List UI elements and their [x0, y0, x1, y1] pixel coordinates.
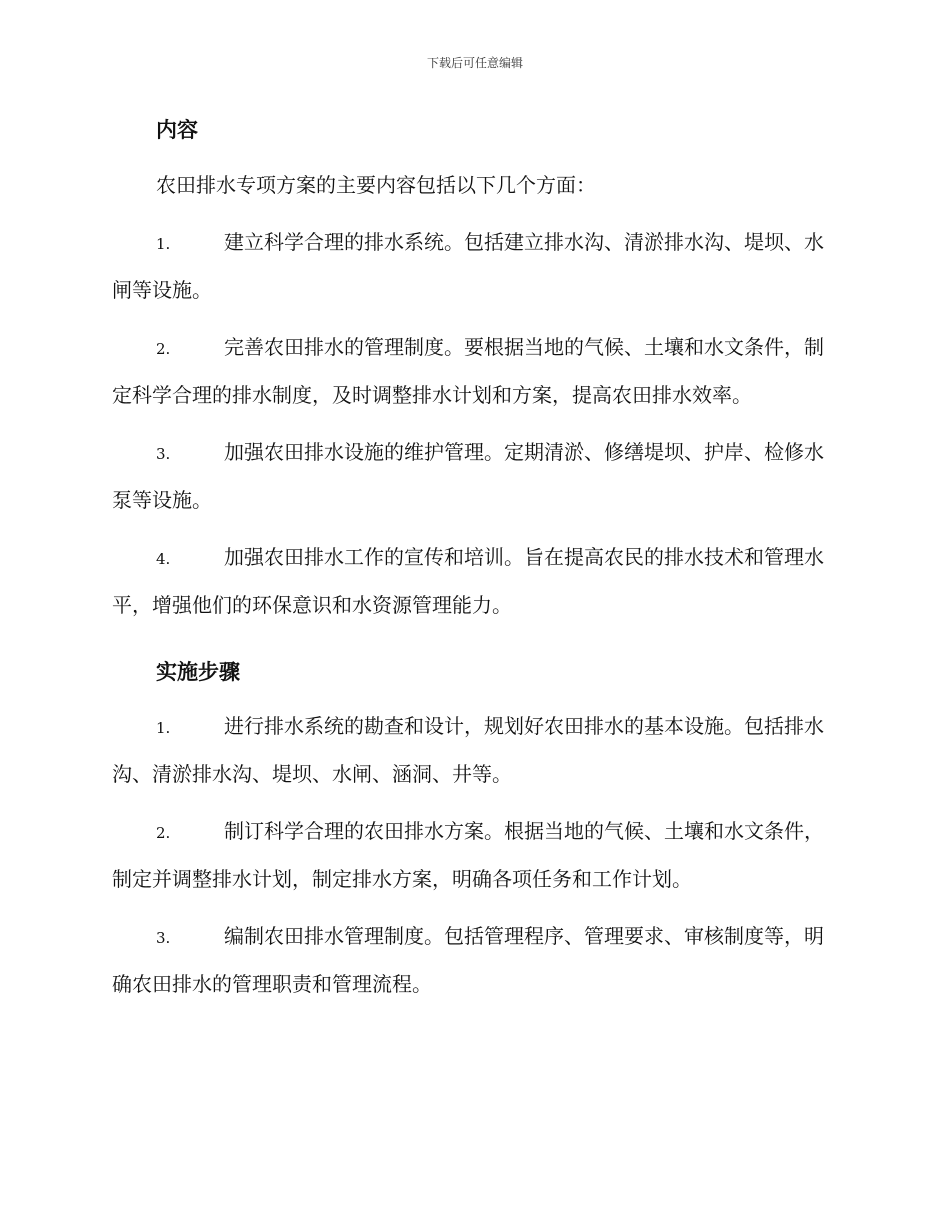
list-item	[112, 913, 834, 1007]
section-title-content: 内容	[156, 118, 198, 142]
list-item	[112, 219, 834, 313]
item-text: 完善农田排水的管理制度。要根据当地的气候、土壤和水文条件，制定科学合理的排水制度，及时调整排水计划和方案，提高农田排水效率。	[112, 335, 824, 407]
item-number: 4.	[156, 550, 171, 568]
list-item	[112, 808, 834, 902]
page-header: 下载后可任意编辑	[426, 56, 523, 70]
item-number: 2.	[156, 340, 171, 358]
item-number: 3.	[156, 445, 171, 463]
item-text: 建立科学合理的排水系统。包括建立排水沟、清淤排水沟、堤坝、水闸等设施。	[112, 230, 824, 302]
item-text: 制订科学合理的农田排水方案。根据当地的气候、土壤和水文条件，制定并调整排水计划，制定排水方案，明确各项任务和工作计划。	[112, 819, 824, 891]
list-item	[112, 534, 834, 628]
item-number: 3.	[156, 929, 171, 947]
list-item	[112, 429, 834, 523]
document-body	[112, 110, 834, 1007]
item-number: 1.	[156, 235, 171, 253]
list-item	[112, 324, 834, 418]
item-number: 2.	[156, 824, 171, 842]
section-title-steps: 实施步骤	[156, 660, 240, 684]
item-text: 编制农田排水管理制度。包括管理程序、管理要求、审核制度等，明确农田排水的管理职责和管理流程。	[112, 924, 824, 996]
list-item	[112, 703, 834, 797]
item-number: 1.	[156, 719, 171, 737]
item-text: 加强农田排水工作的宣传和培训。旨在提高农民的排水技术和管理水平，增强他们的环保意识和水资源管理能力。	[112, 545, 824, 617]
intro-paragraph: 农田排水专项方案的主要内容包括以下几个方面：	[156, 173, 596, 197]
item-text: 加强农田排水设施的维护管理。定期清淤、修缮堤坝、护岸、检修水泵等设施。	[112, 440, 824, 512]
item-text: 进行排水系统的勘查和设计，规划好农田排水的基本设施。包括排水沟、清淤排水沟、堤坝、水闸、涵洞、井等。	[112, 714, 824, 786]
